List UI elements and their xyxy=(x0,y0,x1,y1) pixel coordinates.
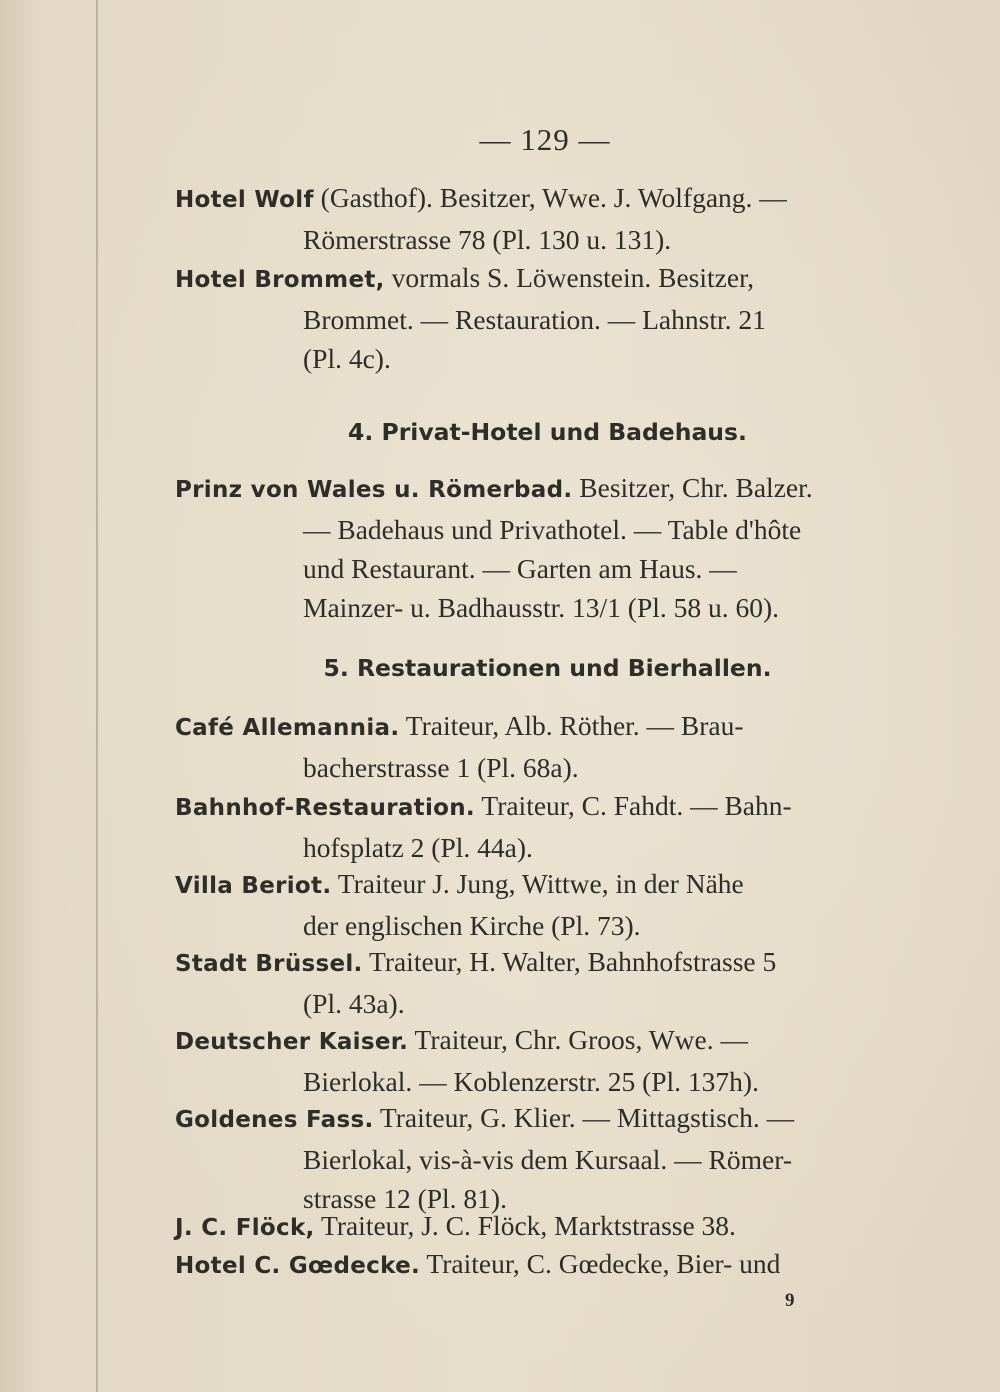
entry-name: Prinz von Wales u. Römerbad. xyxy=(175,477,573,503)
entry-text: Traiteur, G. Klier. — Mittagstisch. — xyxy=(379,1102,795,1133)
entry-text: — Badehaus und Privathotel. — Table d'hôte xyxy=(303,514,802,545)
entry-name: Café Allemannia. xyxy=(175,715,400,741)
entry-text: hofsplatz 2 (Pl. 44a). xyxy=(303,832,533,863)
entry-text: vormals S. Löwenstein. Besitzer, xyxy=(391,262,755,293)
entry-hotel-wolf xyxy=(175,178,890,259)
entry-bahnhof-restauration xyxy=(175,786,890,867)
entry-hotel-brommet xyxy=(175,258,890,378)
entry-name: Deutscher Kaiser. xyxy=(175,1029,409,1055)
entry-name: Hotel C. Gœdecke. xyxy=(175,1253,421,1279)
entry-text: Traiteur J. Jung, Wittwe, in der Nähe xyxy=(337,868,744,899)
entry-text: Traiteur, Chr. Groos, Wwe. — xyxy=(414,1024,748,1055)
entry-text: Brommet. — Restauration. — Lahnstr. 21 xyxy=(303,304,766,335)
entry-text: (Pl. 43a). xyxy=(303,988,405,1019)
entry-stadt-bruessel xyxy=(175,942,890,1023)
entry-text: Bierlokal. — Koblenzerstr. 25 (Pl. 137h). xyxy=(303,1066,759,1097)
entry-hotel-goedecke xyxy=(175,1244,890,1286)
entry-text: (Pl. 4c). xyxy=(303,343,391,374)
page-number: — 129 — xyxy=(479,122,611,157)
entry-text: Besitzer, Chr. Balzer. xyxy=(579,472,813,503)
entry-text: Mainzer- u. Badhausstr. 13/1 (Pl. 58 u. 60). xyxy=(303,592,780,623)
entry-text: und Restaurant. — Garten am Haus. — xyxy=(303,553,737,584)
entry-goldenes-fass xyxy=(175,1098,890,1218)
entry-cafe-allemannia xyxy=(175,706,890,787)
entry-name: J. C. Flöck, xyxy=(175,1215,315,1241)
binding-edge xyxy=(96,0,98,1392)
entry-j-c-floeck xyxy=(175,1206,890,1248)
entry-name: Stadt Brüssel. xyxy=(175,951,363,977)
entry-text: (Gasthof). Besitzer, Wwe. J. Wolfgang. — xyxy=(320,182,787,213)
entry-text: Bierlokal, vis-à-vis dem Kursaal. — Römer- xyxy=(303,1144,792,1175)
entry-name: Hotel Brommet, xyxy=(175,267,385,293)
entry-prinz-von-wales xyxy=(175,468,890,627)
entry-name: Bahnhof-Restauration. xyxy=(175,795,475,821)
entry-villa-beriot xyxy=(175,864,890,945)
entry-text: strasse 12 (Pl. 81). xyxy=(303,1183,507,1214)
entry-text: bacherstrasse 1 (Pl. 68a). xyxy=(303,752,579,783)
section-heading-4: 4. Privat-Hotel und Badehaus. xyxy=(348,418,747,446)
entry-name: Hotel Wolf xyxy=(175,187,314,213)
entry-text: Römerstrasse 78 (Pl. 130 u. 131). xyxy=(303,224,672,255)
entry-name: Goldenes Fass. xyxy=(175,1107,374,1133)
entry-text: der englischen Kirche (Pl. 73). xyxy=(303,910,641,941)
entry-text: Traiteur, C. Gœdecke, Bier- und xyxy=(426,1248,781,1279)
section-heading-5: 5. Restaurationen und Bierhallen. xyxy=(323,654,772,682)
signature-mark: 9 xyxy=(785,1290,795,1311)
entry-text: Traiteur, C. Fahdt. — Bahn- xyxy=(481,790,792,821)
entry-text: Traiteur, Alb. Röther. — Brau- xyxy=(405,710,744,741)
entry-text: Traiteur, H. Walter, Bahnhofstrasse 5 xyxy=(368,946,777,977)
entry-text: Traiteur, J. C. Flöck, Marktstrasse 38. xyxy=(320,1210,736,1241)
entry-name: Villa Beriot. xyxy=(175,873,332,899)
entry-deutscher-kaiser xyxy=(175,1020,890,1101)
